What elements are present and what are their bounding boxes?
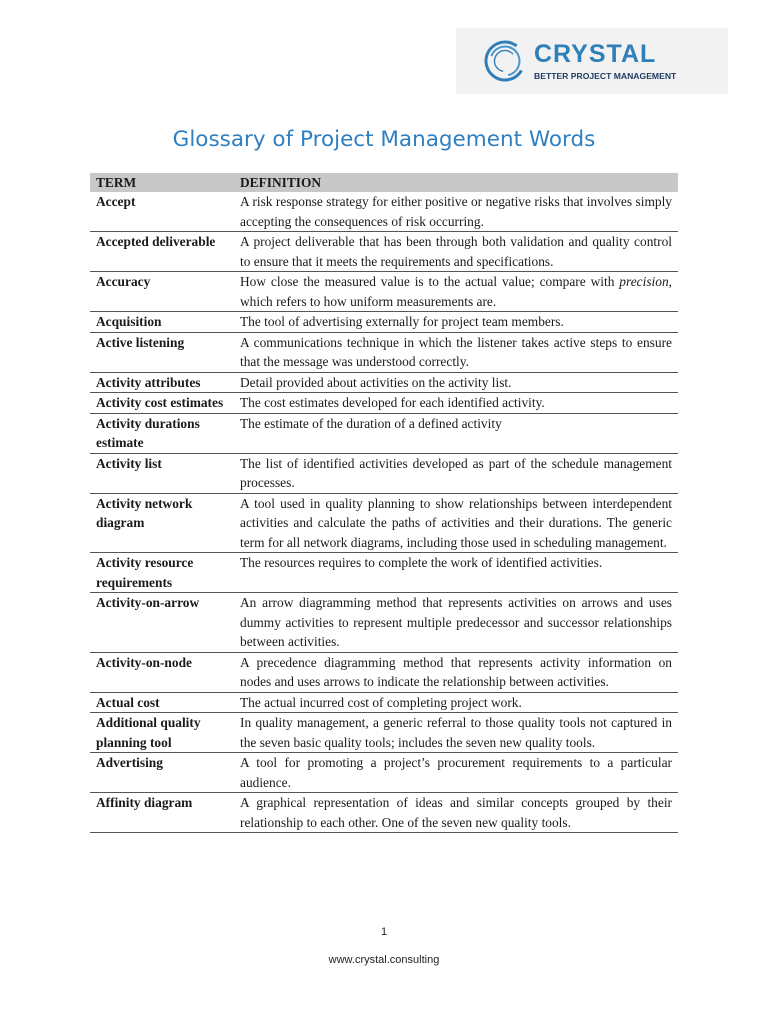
term-cell: Acquisition (90, 312, 234, 333)
definition-text: The estimate of the duration of a defined activity (240, 415, 502, 431)
table-row (90, 192, 678, 232)
definition-cell (234, 312, 678, 333)
definition-cell (234, 793, 678, 833)
definition-cell (234, 713, 678, 753)
table-row (90, 453, 678, 493)
term-cell: Activity-on-arrow (90, 593, 234, 653)
table-row (90, 793, 678, 833)
term-column-header: TERM (90, 173, 234, 192)
definition-text: A risk response strategy for either positive or negative risks that involves simply accepting the consequences of risk occurring. (240, 194, 672, 229)
table-row (90, 692, 678, 713)
glossary-table (90, 173, 678, 833)
table-row (90, 372, 678, 393)
definition-cell (234, 393, 678, 414)
definition-emphasis: precision (619, 274, 669, 289)
table-row (90, 332, 678, 372)
definition-text: A precedence diagramming method that represents activity information on nodes and uses arrows to indicate the relationship between activities. (240, 654, 672, 689)
definition-text: The tool of advertising externally for project team members. (240, 314, 564, 329)
definition-cell (234, 593, 678, 653)
definition-cell (234, 493, 678, 553)
glossary-body (90, 192, 678, 833)
term-cell: Activity list (90, 453, 234, 493)
table-row (90, 413, 678, 453)
table-row (90, 312, 678, 333)
term-cell: Activity resource requirements (90, 553, 234, 593)
logo-tagline: BETTER PROJECT MANAGEMENT (534, 71, 677, 81)
table-row (90, 713, 678, 753)
definition-text: A communications technique in which the listener takes active steps to ensure that the message was understood correctly. (240, 334, 672, 369)
definition-cell (234, 753, 678, 793)
table-row (90, 232, 678, 272)
page-title: Glossary of Project Management Words (172, 127, 596, 152)
term-cell: Accuracy (90, 272, 234, 312)
definition-cell (234, 232, 678, 272)
definition-cell (234, 372, 678, 393)
table-row (90, 393, 678, 414)
definition-text: The actual incurred cost of completing project work. (240, 694, 522, 710)
term-cell: Accepted deliverable (90, 232, 234, 272)
definition-text: A project deliverable that has been through both validation and quality control to ensure that it meets the requirements and specifications. (240, 234, 672, 269)
definition-text: In quality management, a generic referral to those quality tools not captured in the seven basic quality tools; includes the seven new quality tools. (240, 715, 672, 750)
table-row (90, 493, 678, 553)
definition-cell (234, 692, 678, 713)
definition-text: A tool used in quality planning to show relationships between interdependent activities and calculate the paths of activities and their durations. The generic term for all network diagrams, including those used in scheduling management. (240, 495, 672, 550)
table-row (90, 652, 678, 692)
term-cell: Activity-on-node (90, 652, 234, 692)
term-cell: Advertising (90, 753, 234, 793)
term-cell: Activity cost estimates (90, 393, 234, 414)
term-cell: Activity attributes (90, 372, 234, 393)
table-row (90, 272, 678, 312)
term-cell: Activity durations estimate (90, 413, 234, 453)
crystal-ring-icon (483, 38, 527, 84)
table-row (90, 753, 678, 793)
table-header-row (90, 173, 678, 192)
term-cell: Actual cost (90, 692, 234, 713)
definition-text: How close the measured value is to the actual value; compare with (240, 274, 620, 289)
definition-text: A tool for promoting a project’s procurement requirements to a particular audience. (240, 755, 672, 790)
definition-cell (234, 652, 678, 692)
footer-url: www.crystal.consulting (328, 954, 440, 966)
definition-text: , which refers to how uniform measurements are. (240, 274, 672, 309)
term-cell: Affinity diagram (90, 793, 234, 833)
definition-text: The cost estimates developed for each identified activity. (240, 395, 545, 410)
term-cell: Additional quality planning tool (90, 713, 234, 753)
definition-cell (234, 453, 678, 493)
definition-text: The resources requires to complete the work of identified activities. (240, 555, 603, 570)
table-row (90, 553, 678, 593)
term-cell: Active listening (90, 332, 234, 372)
table-row (90, 593, 678, 653)
definition-cell (234, 192, 678, 232)
term-cell: Accept (90, 192, 234, 232)
logo-name: CRYSTAL (534, 40, 657, 68)
page-number: 1 (380, 926, 388, 938)
definition-column-header: DEFINITION (234, 173, 678, 192)
term-cell: Activity network diagram (90, 493, 234, 553)
definition-cell (234, 413, 678, 453)
definition-text: Detail provided about activities on the activity list. (240, 374, 512, 390)
definition-text: An arrow diagramming method that represents activities on arrows and uses dummy activities to represent multiple predecessor and successor relationships between activities. (240, 595, 672, 649)
definition-text: A graphical representation of ideas and similar concepts grouped by their relationship to each other. One of the seven new quality tools. (240, 795, 672, 830)
definition-cell (234, 553, 678, 593)
definition-text: The list of identified activities developed as part of the schedule management processes. (240, 455, 672, 490)
definition-cell (234, 332, 678, 372)
definition-cell (234, 272, 678, 312)
